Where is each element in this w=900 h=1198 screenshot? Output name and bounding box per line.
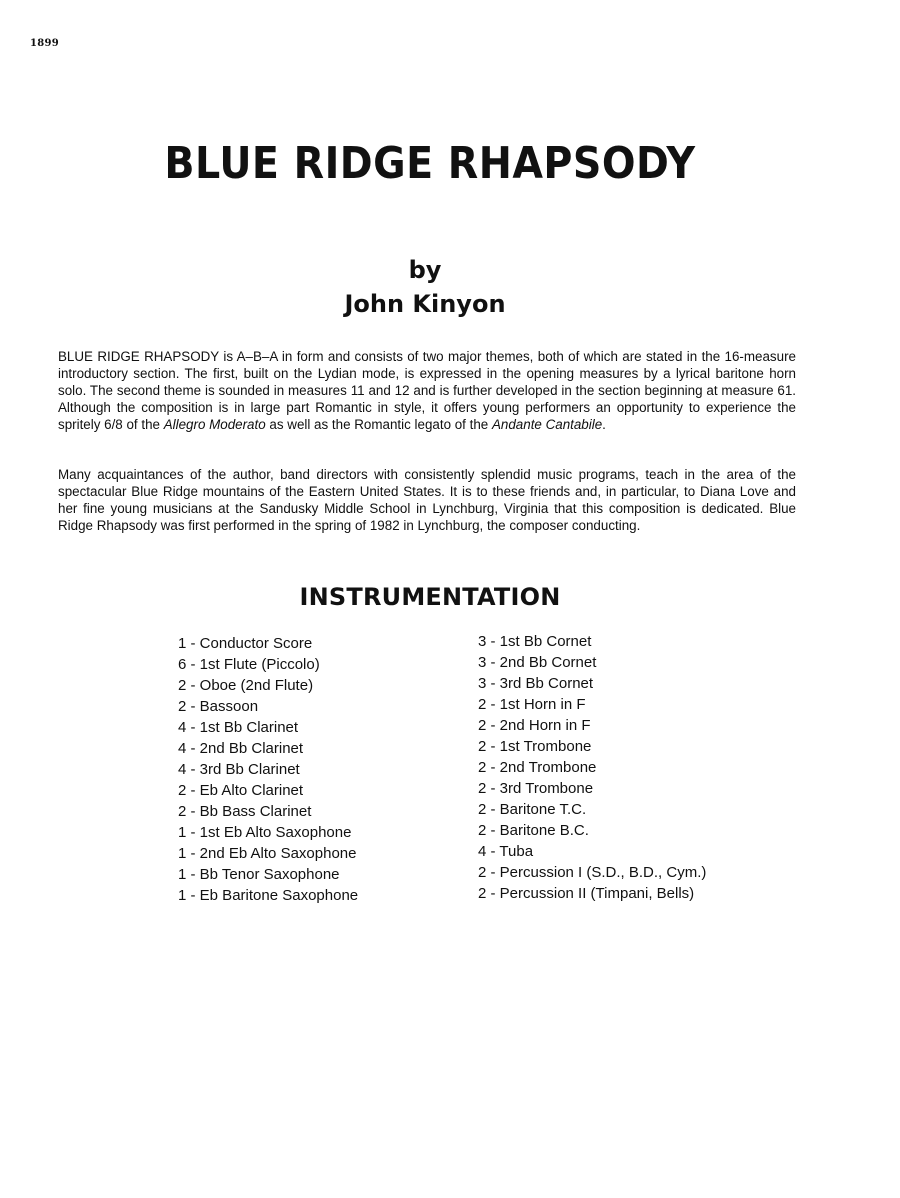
instrument-item: 2 - Bb Bass Clarinet [178,803,312,820]
description-text-3: . [602,417,606,432]
instrument-item: 2 - Bassoon [178,698,259,715]
instrument-item: 4 - 1st Bb Clarinet [178,719,299,736]
instrument-item: 2 - 3rd Trombone [478,780,594,797]
instrument-item: 2 - 1st Horn in F [478,696,586,713]
page-title: BLUE RIDGE RHAPSODY [164,138,696,189]
instrument-item: 6 - 1st Flute (Piccolo) [178,656,320,673]
instrument-item: 2 - Percussion I (S.D., B.D., Cym.) [478,864,707,881]
instrumentation-heading: INSTRUMENTATION [299,583,561,611]
instrument-item: 1 - 2nd Eb Alto Saxophone [178,845,357,862]
instrument-item: 4 - 2nd Bb Clarinet [178,740,304,757]
tempo-marking-andante: Andante Cantabile [491,417,603,432]
page-number: 1899 [30,38,60,49]
instrument-item: 2 - Percussion II (Timpani, Bells) [478,885,695,902]
instrument-item: 3 - 3rd Bb Cornet [478,675,594,692]
dedication-paragraph: Many acquaintances of the author, band directors with consistently splendid music programs, teach in the area of the spectacular Blue Ridge mountains of the Eastern United States. It is to these friends and, in particular, to Diana Love and her fine young musicians at the Sandusky Middle School in Lynchburg, Virginia that this composition is dedicated. Blue Ridge Rhapsody was first performed in the spring of 1982 in Lynchburg, the composer conducting. [58,467,796,533]
description-text-2: as well as the Romantic legato of the [265,417,492,432]
instrument-item: 2 - 1st Trombone [478,738,592,755]
instrument-item: 2 - Baritone B.C. [478,822,589,839]
author-name: John Kinyon [344,290,506,318]
byline-by: by [408,256,442,284]
instrument-item: 2 - 2nd Horn in F [478,717,591,734]
description-text-1: BLUE RIDGE RHAPSODY is A–B–A in form and consists of two major themes, both of which are stated in the 16-measure introductory section. The first, built on the Lydian mode, is expressed in the opening measures by a lyrical baritone horn solo. The second theme is sounded in measures 11 and 12 and is further developed in the section beginning at measure 61. Although the composition is in large part Romantic in style, it offers young performers an opportunity to experience the spritely 6/8 of the [58,349,796,432]
instrument-item: 3 - 2nd Bb Cornet [478,654,597,671]
instrument-item: 1 - Conductor Score [178,635,313,652]
description-paragraph [58,348,796,433]
instrument-item: 2 - Oboe (2nd Flute) [178,677,314,694]
instrument-item: 4 - 3rd Bb Clarinet [178,761,300,778]
instrument-item: 2 - Eb Alto Clarinet [178,782,304,799]
tempo-marking-allegro: Allegro Moderato [163,417,266,432]
instrument-item: 4 - Tuba [478,843,534,860]
instrumentation-list-left [178,633,358,906]
instrument-item: 2 - Baritone T.C. [478,801,587,818]
instrument-item: 1 - 1st Eb Alto Saxophone [178,824,352,841]
instrumentation-list-right [478,631,706,904]
instrument-item: 1 - Eb Baritone Saxophone [178,887,359,904]
instrument-item: 1 - Bb Tenor Saxophone [178,866,340,883]
instrument-item: 3 - 1st Bb Cornet [478,633,592,650]
instrument-item: 2 - 2nd Trombone [478,759,597,776]
